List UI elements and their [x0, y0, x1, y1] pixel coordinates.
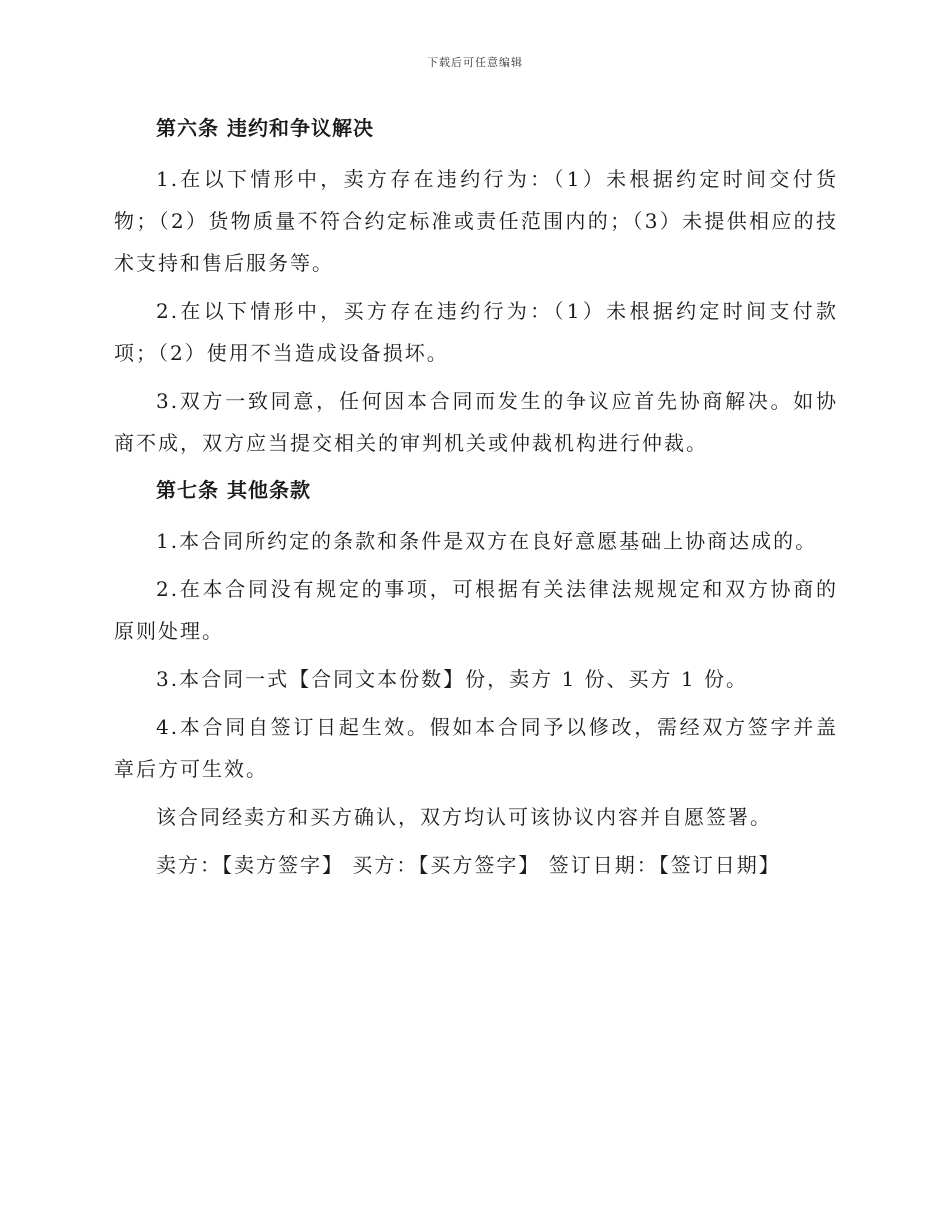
seller-signature-placeholder: 【卖方签字】: [222, 853, 344, 877]
header-note: 下载后可任意编辑: [427, 56, 523, 69]
section6-clause-3: 3.双方一致同意，任何因本合同而发生的争议应首先协商解决。如协商不成，双方应当提交相关的审判机关或仲裁机构进行仲裁。: [114, 389, 838, 455]
section6-heading: 第六条 违约和争议解决: [156, 116, 374, 140]
seller-label: 卖方：: [156, 853, 222, 877]
section7-clause-1: 1.本合同所约定的条款和条件是双方在良好意愿基础上协商达成的。: [156, 529, 818, 553]
section6-clause-2: 2.在以下情形中，买方存在违约行为：（1）未根据约定时间支付款项；（2）使用不当造成设备损坏。: [114, 299, 838, 365]
section7-clause-4: 4.本合同自签订日起生效。假如本合同予以修改，需经双方签字并盖章后方可生效。: [114, 715, 838, 781]
signature-line: [114, 844, 838, 886]
date-label: 签订日期：: [548, 853, 659, 877]
section7-clause-2: 2.在本合同没有规定的事项，可根据有关法律法规规定和双方协商的原则处理。: [114, 577, 838, 643]
closing-statement: 该合同经卖方和买方确认，双方均认可该协议内容并自愿签署。: [156, 805, 772, 829]
section6-clause-1: 1.在以下情形中，卖方存在违约行为：（1）未根据约定时间交付货物；（2）货物质量不符合约定标准或责任范围内的；（3）未提供相应的技术支持和售后服务等。: [114, 167, 838, 275]
contract-body: [114, 108, 838, 886]
buyer-signature-placeholder: 【买方签字】: [418, 853, 541, 877]
section7-heading: 第七条 其他条款: [156, 478, 311, 502]
buyer-label: 买方：: [352, 853, 419, 877]
section7-clause-3: 3.本合同一式【合同文本份数】份，卖方 1 份、买方 1 份。: [156, 667, 748, 691]
date-placeholder: 【签订日期】: [658, 853, 781, 877]
